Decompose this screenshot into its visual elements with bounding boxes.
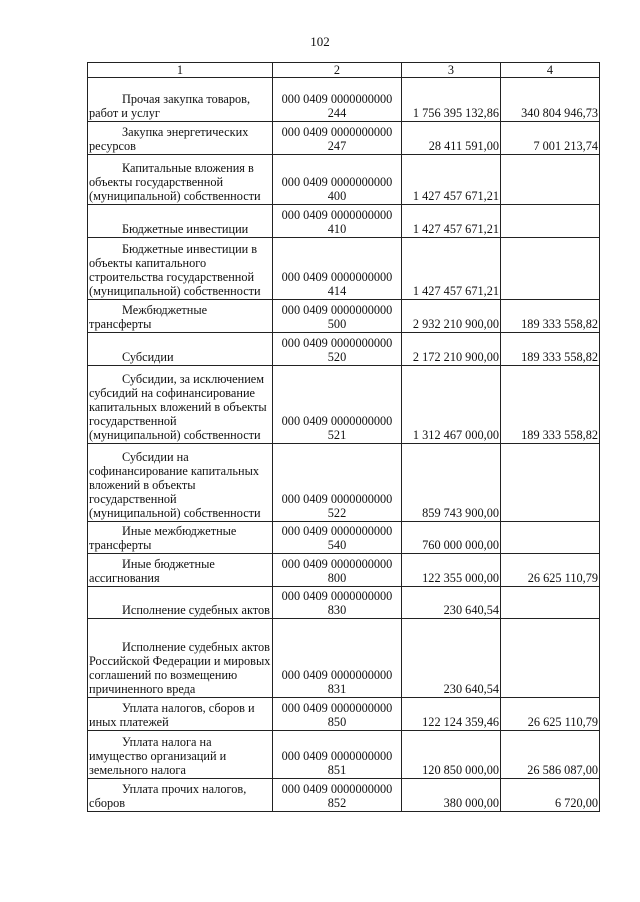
table-row <box>88 238 600 300</box>
row-code-suffix: 540 <box>327 538 347 552</box>
row-value-col3: 230 640,54 <box>402 619 501 698</box>
row-name: Иные межбюджетные трансферты <box>88 522 273 554</box>
row-value-col4: 7 001 213,74 <box>501 122 600 155</box>
table-row <box>88 587 600 619</box>
row-value-col3: 2 932 210 900,00 <box>402 300 501 333</box>
page-number: 102 <box>310 34 330 49</box>
row-code <box>273 122 402 155</box>
row-code <box>273 238 402 300</box>
row-value-col3: 28 411 591,00 <box>402 122 501 155</box>
row-code-prefix: 000 0409 0000000000 <box>281 524 393 538</box>
row-code-prefix: 000 0409 0000000000 <box>281 92 393 106</box>
row-code <box>273 779 402 812</box>
row-value-col3: 1 427 457 671,21 <box>402 238 501 300</box>
row-code-suffix: 500 <box>327 317 347 331</box>
table-row <box>88 205 600 238</box>
row-value-col3: 230 640,54 <box>402 587 501 619</box>
table-row <box>88 522 600 554</box>
row-value-col3: 1 756 395 132,86 <box>402 78 501 122</box>
table-row <box>88 78 600 122</box>
header-row <box>88 63 600 78</box>
table-row <box>88 122 600 155</box>
row-code <box>273 587 402 619</box>
row-name: Субсидии <box>88 333 273 366</box>
row-name: Уплата прочих налогов, сборов <box>88 779 273 812</box>
table-row <box>88 333 600 366</box>
row-value-col4 <box>501 619 600 698</box>
row-code <box>273 731 402 779</box>
row-value-col4 <box>501 155 600 205</box>
row-code <box>273 300 402 333</box>
row-value-col3: 122 124 359,46 <box>402 698 501 731</box>
row-name: Капитальные вложения в объекты государственной (муниципальной) собственности <box>88 155 273 205</box>
row-code-prefix: 000 0409 0000000000 <box>281 589 393 603</box>
row-code-prefix: 000 0409 0000000000 <box>281 492 393 506</box>
row-code-prefix: 000 0409 0000000000 <box>281 208 393 222</box>
row-name: Бюджетные инвестиции в объекты капитального строительства государственной (муниципальной) собственности <box>88 238 273 300</box>
row-code-suffix: 520 <box>327 350 347 364</box>
table-row <box>88 698 600 731</box>
row-code-prefix: 000 0409 0000000000 <box>281 414 393 428</box>
row-value-col4 <box>501 587 600 619</box>
row-code <box>273 619 402 698</box>
row-code <box>273 522 402 554</box>
row-code-prefix: 000 0409 0000000000 <box>281 749 393 763</box>
row-code-suffix: 850 <box>327 715 347 729</box>
table-row <box>88 366 600 444</box>
row-code-suffix: 522 <box>327 506 347 520</box>
row-code <box>273 366 402 444</box>
row-name: Иные бюджетные ассигнования <box>88 554 273 587</box>
row-value-col3: 760 000 000,00 <box>402 522 501 554</box>
table-row <box>88 444 600 522</box>
row-value-col4: 340 804 946,73 <box>501 78 600 122</box>
row-name: Исполнение судебных актов <box>88 587 273 619</box>
header-cell-4: 4 <box>501 63 600 78</box>
row-value-col4 <box>501 238 600 300</box>
row-code-suffix: 400 <box>327 189 347 203</box>
row-value-col3: 859 743 900,00 <box>402 444 501 522</box>
row-value-col3: 2 172 210 900,00 <box>402 333 501 366</box>
row-code <box>273 698 402 731</box>
header-cell-1: 1 <box>88 63 273 78</box>
row-name: Уплата налогов, сборов и иных платежей <box>88 698 273 731</box>
row-code-suffix: 851 <box>327 763 347 777</box>
row-code <box>273 554 402 587</box>
row-value-col4 <box>501 522 600 554</box>
budget-table <box>87 62 600 812</box>
table-row <box>88 554 600 587</box>
row-value-col3: 122 355 000,00 <box>402 554 501 587</box>
row-code-prefix: 000 0409 0000000000 <box>281 782 393 796</box>
row-value-col3: 1 312 467 000,00 <box>402 366 501 444</box>
table-row <box>88 779 600 812</box>
row-code <box>273 333 402 366</box>
table-row <box>88 731 600 779</box>
row-name: Прочая закупка товаров, работ и услуг <box>88 78 273 122</box>
row-name: Субсидии, за исключением субсидий на софинансирование капитальных вложений в объекты государственной (муниципальной) собственности <box>88 366 273 444</box>
row-code-suffix: 831 <box>327 682 347 696</box>
header-cell-2: 2 <box>273 63 402 78</box>
row-code-suffix: 247 <box>327 139 347 153</box>
row-code-suffix: 414 <box>327 284 347 298</box>
row-value-col4: 189 333 558,82 <box>501 333 600 366</box>
row-code-prefix: 000 0409 0000000000 <box>281 701 393 715</box>
table-row <box>88 300 600 333</box>
row-value-col3: 120 850 000,00 <box>402 731 501 779</box>
row-name: Исполнение судебных актов Российской Федерации и мировых соглашений по возмещению причиненного вреда <box>88 619 273 698</box>
row-code-prefix: 000 0409 0000000000 <box>281 125 393 139</box>
row-code-prefix: 000 0409 0000000000 <box>281 336 393 350</box>
row-code-prefix: 000 0409 0000000000 <box>281 303 393 317</box>
row-code-suffix: 830 <box>327 603 347 617</box>
row-value-col3: 380 000,00 <box>402 779 501 812</box>
row-code-prefix: 000 0409 0000000000 <box>281 668 393 682</box>
row-code-suffix: 852 <box>327 796 347 810</box>
row-value-col4: 26 625 110,79 <box>501 698 600 731</box>
row-value-col4: 189 333 558,82 <box>501 300 600 333</box>
row-value-col3: 1 427 457 671,21 <box>402 205 501 238</box>
row-value-col4: 189 333 558,82 <box>501 366 600 444</box>
row-code-suffix: 410 <box>327 222 347 236</box>
row-code <box>273 444 402 522</box>
row-name: Субсидии на софинансирование капитальных вложений в объекты государственной (муниципальной) собственности <box>88 444 273 522</box>
row-value-col4: 26 586 087,00 <box>501 731 600 779</box>
row-code <box>273 78 402 122</box>
row-code-suffix: 521 <box>327 428 347 442</box>
row-value-col4 <box>501 205 600 238</box>
row-code-prefix: 000 0409 0000000000 <box>281 175 393 189</box>
row-name: Бюджетные инвестиции <box>88 205 273 238</box>
header-cell-3: 3 <box>402 63 501 78</box>
table-row <box>88 155 600 205</box>
row-value-col4: 26 625 110,79 <box>501 554 600 587</box>
row-value-col3: 1 427 457 671,21 <box>402 155 501 205</box>
row-code <box>273 205 402 238</box>
row-code <box>273 155 402 205</box>
table-row <box>88 619 600 698</box>
row-name: Закупка энергетических ресурсов <box>88 122 273 155</box>
row-code-suffix: 244 <box>327 106 347 120</box>
row-code-suffix: 800 <box>327 571 347 585</box>
row-code-prefix: 000 0409 0000000000 <box>281 270 393 284</box>
row-value-col4: 6 720,00 <box>501 779 600 812</box>
row-name: Уплата налога на имущество организаций и земельного налога <box>88 731 273 779</box>
row-name: Межбюджетные трансферты <box>88 300 273 333</box>
row-value-col4 <box>501 444 600 522</box>
row-code-prefix: 000 0409 0000000000 <box>281 557 393 571</box>
